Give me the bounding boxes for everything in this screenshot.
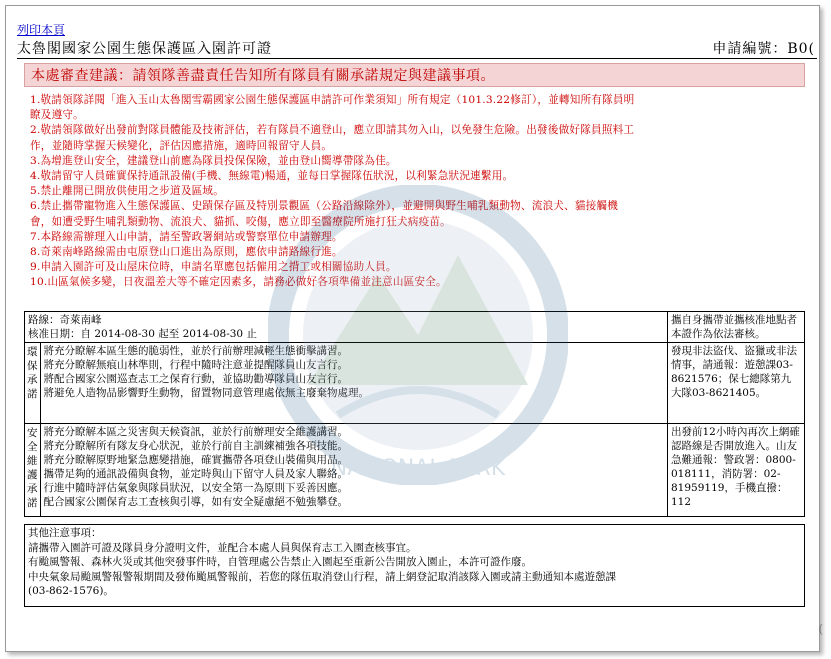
notes-line: 有颱風警報、森林火災或其他突發事件時，自管理處公告禁止入園起至重新公告開放入園止，本許可證作廢。 [28,556,532,568]
route-note-cell: 攜自身攜帶並攜核准地點者本證作為依法審核。 [668,312,805,343]
pledge-line: 將避免人造物品影響野生動物，留置物同意管理處依無主廢棄物處理。 [43,387,369,399]
pledge-line: 將配合國家公園巡查志工之保育行動，並協助勸導隊員山友言行。 [43,373,348,385]
env-pledge-content [40,343,668,424]
safety-pledge-row [25,424,805,517]
title-divider [17,58,817,59]
notes-heading: 其他注意事項： [28,527,102,539]
rule-line: 3.為增進登山安全，建議登山前應為隊員投保保險，並由登山嚮導帶隊為佳。 [30,154,397,167]
approval-date-line [28,327,664,341]
env-pledge-row [25,343,805,424]
pledge-line: 攜帶足夠的通訊設備與食物，並定時與山下留守人員及家人聯絡。 [43,468,348,480]
rule-line: 瞭及遵守。 [30,109,84,122]
safety-pledge-label: 安全維護承諾 [25,424,41,517]
rule-line: 10.山區氣候多變，日夜溫差大等不確定因素多，請務必做好各項準備並注意山區安全。 [30,276,447,289]
rule-line: 4.敬請留守人員確實保持通訊設備(手機、無線電)暢通，並每日掌握隊伍狀況，以利緊急狀況連繫用。 [30,170,514,183]
approval-date-from: 2014-08-30 [94,328,155,340]
pledge-line: 將充分瞭解無痕山林準則，行程中隨時注意並提醒隊員山友言行。 [43,359,348,371]
route-cell [25,312,668,343]
rule-line: 9.申請入園許可及山屋床位時，申請名單應包括僱用之揹工或相關協助人員。 [30,261,397,274]
approval-date-mid: 起至 [158,328,180,340]
approval-date-end: 止 [246,328,257,340]
print-page-link[interactable]: 列印本頁 [17,23,66,37]
other-notes [24,524,805,607]
review-suggestion-banner: 本處審查建議：請領隊善盡責任告知所有隊員有關承諾規定與建議事項。 [24,63,805,87]
route-value: 奇萊南峰 [59,314,102,326]
scroll-indicator-icon: ( [818,622,823,636]
pledge-line: 將充分瞭解原野地緊急應變措施，確實攜帶各項登山裝備與用品。 [43,454,348,466]
notes-line: (03-862-1576)。 [28,585,114,597]
rule-line: 8.奇萊南峰路線需由屯原登山口進出為原則，應依申請路線行進。 [30,246,343,259]
env-report-cell: 發現非法盜伐、盜獵或非法情事，請通報：遊憩課03-8621576；保七總隊第九大隊03-8621405。 [668,343,805,424]
pledge-line: 行進中隨時評估氣象與隊員狀況，以安全第一為原則下妥善因應。 [43,482,348,494]
application-number-label: 申請編號： [712,41,788,57]
approval-date-to: 2014-08-30 [182,328,244,340]
rule-line: 5.禁止離開已開放供使用之步道及區域。 [30,185,224,198]
rule-line: 會，如遭受野生哺乳類動物、流浪犬、貓抓、咬傷，應立即至醫療院所施打狂犬病疫苗。 [30,215,451,228]
rule-line: 作，並隨時掌握天候變化，評估因應措施，適時回報留守人員。 [30,139,333,152]
pledge-line: 將充分瞭解本區之災害與天候資訊，並於行前辦理安全維護講習。 [43,426,348,438]
permit-title: 太魯閣國家公園生態保護區入園許可證 [17,41,272,57]
rule-line: 1.敬請領隊詳閱「進入玉山太魯閣雪霸國家公園生態保護區申請許可作業須知」所有規定（101.3.22修訂），並轉知所有隊員明 [30,94,635,106]
pledge-line: 將充分瞭解所有隊友身心狀況，並於行前自主訓練補強各項技能。 [43,440,348,452]
route-label: 路線： [28,314,60,326]
rules-list [30,93,800,291]
env-pledge-label: 環保承諾 [25,343,41,424]
notes-line: 中央氣象局颱風警報警報期間及發佈颱風警報前，若您的隊伍取消登山行程，請上網登記取消該隊入園或請主動通知本處遊憩課 [28,570,616,583]
safety-contact-cell: 出發前12小時內再次上網確認路線是否開放進入。山友急難通報：警政署：0800-018111，消防署：02-81959119，手機直撥：112 [668,424,805,517]
application-number [712,38,815,58]
notes-line: 請攜帶入園許可證及隊員身分證明文件，並配合本處人員與保育志工入園查核事宜。 [28,541,417,554]
rule-line: 6.禁止攜帶寵物進入生態保護區、史蹟保存區及特別景觀區（公路沿線除外），並避開與野生哺乳類動物、流浪犬、貓接觸機 [30,200,619,213]
rule-line: 7.本路線需辦理入山申請，請至警政署網站或警察單位申請辦理。 [30,230,343,243]
safety-pledge-content [40,424,668,517]
route-row [25,312,805,343]
rule-line: 2.敬請領隊做好出發前對隊員體能及技術評估，若有隊員不適登山，應立即請其勿入山，以免發生危險。出發後做好隊員照料工 [30,124,635,137]
application-number-value: B0( [787,41,815,57]
permit-table [24,311,805,517]
pledge-line: 將充分瞭解本區生態的脆弱性，並於行前辦理減輕生態衝擊講習。 [43,345,348,357]
approval-date-label: 核准日期：自 [28,328,91,340]
route-line [28,313,664,327]
pledge-line: 配合國家公園保育志工查核與引導，如有安全疑慮絕不勉強攀登。 [43,496,348,508]
